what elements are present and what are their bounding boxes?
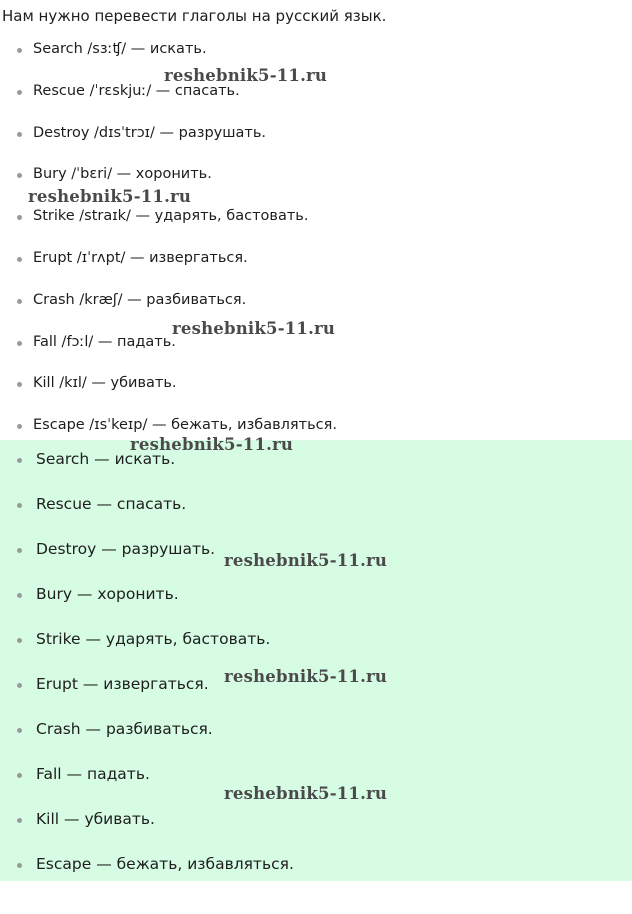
- intro-text: Нам нужно перевести глаголы на русский язык.: [2, 7, 387, 25]
- answer-block: [0, 440, 632, 881]
- answer-item-rescue: Rescue — спасать.: [0, 493, 632, 538]
- answer-item-kill: Kill — убивать.: [0, 808, 632, 853]
- answer-item-fall: Fall — падать.: [0, 763, 632, 808]
- list-item-kill: Kill /kɪl/ — убивать.: [0, 372, 632, 414]
- watermark: reshebnik5-11.ru: [28, 187, 192, 206]
- answer-item-erupt: Erupt — извергаться.: [0, 673, 632, 718]
- watermark: reshebnik5-11.ru: [172, 319, 336, 338]
- answer-item-search: Search — искать.: [0, 448, 632, 493]
- list-item-destroy: Destroy /dɪsˈtrɔɪ/ — разрушать.: [0, 122, 632, 164]
- answer-item-strike: Strike — ударять, бастовать.: [0, 628, 632, 673]
- list-item-bury: Bury /ˈbɛri/ — хоронить.: [0, 163, 632, 205]
- answer-item-crash: Crash — разбиваться.: [0, 718, 632, 763]
- list-item-strike: Strike /straɪk/ — ударять, бастовать.: [0, 205, 632, 247]
- list-item-erupt: Erupt /ɪˈrʌpt/ — извергаться.: [0, 247, 632, 289]
- list-item-crash: Crash /kræʃ/ — разбиваться.: [0, 289, 632, 331]
- list-item-fall: Fall /fɔːl/ — падать.: [0, 331, 632, 373]
- transcription-list: [0, 38, 632, 456]
- watermark: reshebnik5-11.ru: [130, 435, 294, 454]
- answer-item-bury: Bury — хоронить.: [0, 583, 632, 628]
- list-item-rescue: Rescue /ˈrɛskjuː/ — спасать.: [0, 80, 632, 122]
- watermark: reshebnik5-11.ru: [164, 66, 328, 85]
- answer-item-destroy: Destroy — разрушать.: [0, 538, 632, 583]
- list-item-escape: Escape /ɪsˈkeɪp/ — бежать, избавляться.: [0, 414, 632, 456]
- watermark: reshebnik5-11.ru: [224, 667, 388, 686]
- watermark: reshebnik5-11.ru: [224, 784, 388, 803]
- list-item-search: Search /sɜːʧ/ — искать.: [0, 38, 632, 80]
- watermark: reshebnik5-11.ru: [224, 551, 388, 570]
- answer-item-escape: Escape — бежать, избавляться.: [0, 853, 632, 898]
